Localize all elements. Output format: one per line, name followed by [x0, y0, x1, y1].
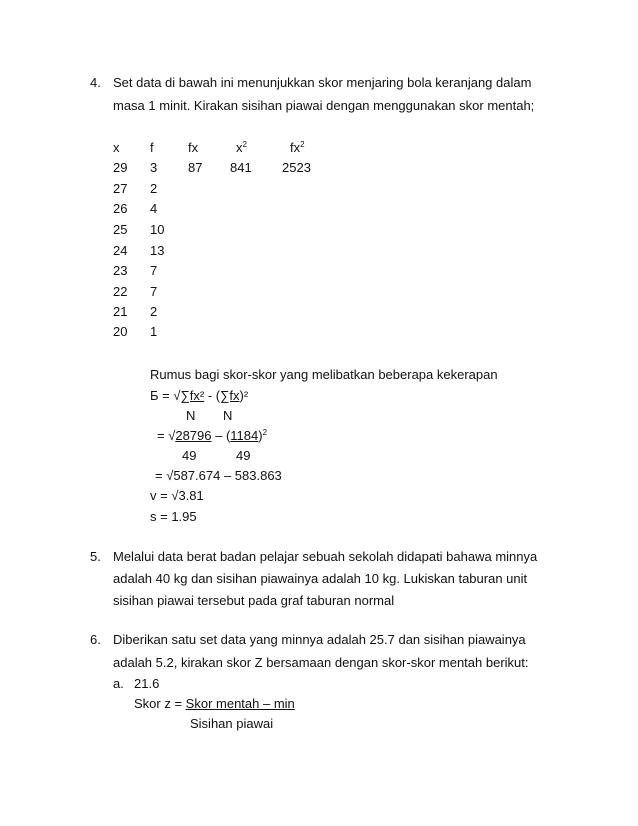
table-row-9-f: 1 [150, 324, 158, 339]
solution-title: Rumus bagi skor-skor yang melibatkan beberapa kekerapan [150, 367, 498, 382]
q5-text-line2: adalah 40 kg dan sisihan piawainya adalah 10 kg. Lukiskan taburan unit [113, 571, 528, 586]
table-row-2-f: 2 [150, 181, 158, 196]
table-row-9-x: 20 [113, 324, 128, 339]
q5-text-line3: sisihan piawai tersebut pada graf taburan normal [113, 593, 395, 608]
q4-number: 4. [90, 75, 101, 90]
table-row-5-x: 24 [113, 243, 128, 258]
table-header-fx: fx [188, 140, 199, 155]
table-row-8-x: 21 [113, 304, 128, 319]
substitution-denominator-2: 49 [236, 448, 251, 463]
table-row-2-x: 27 [113, 181, 128, 196]
q6-part-a-value: 21.6 [134, 676, 160, 691]
computation-step: = √587.674 – 583.863 [155, 468, 282, 483]
z-score-formula: Skor z = Skor mentah – min [134, 696, 295, 711]
table-header-x-squared: $x^2$ [236, 140, 247, 155]
table-header-fx-squared: $fx^2$ [290, 140, 305, 155]
table-header-x: x [113, 140, 120, 155]
q5-text-line1: Melalui data berat badan pelajar sebuah sekolah didapati bahawa minnya [113, 549, 538, 564]
table-row-7-x: 22 [113, 284, 128, 299]
q4-text-line1: Set data di bawah ini menunjukkan skor menjaring bola keranjang dalam [113, 75, 532, 90]
formula-denominator-1: N [186, 408, 196, 423]
table-row-4-x: 25 [113, 222, 128, 237]
q6-text-line1: Diberikan satu set data yang minnya adalah 25.7 dan sisihan piawainya [113, 632, 526, 647]
table-row-4-f: 10 [150, 222, 165, 237]
substitution-denominator-1: 49 [182, 448, 197, 463]
variance-step: v = √3.81 [150, 488, 204, 503]
q6-number: 6. [90, 632, 101, 647]
table-row-3-f: 4 [150, 201, 158, 216]
table-row-1-x: 29 [113, 160, 128, 175]
q4-text-line2: masa 1 minit. Kirakan sisihan piawai dengan menggunakan skor mentah; [113, 98, 535, 113]
q6-text-line2: adalah 5.2, kirakan skor Z bersamaan dengan skor-skor mentah berikut: [113, 655, 529, 670]
table-header-f: f [150, 140, 154, 155]
table-row-8-f: 2 [150, 304, 158, 319]
table-row-7-f: 7 [150, 284, 158, 299]
table-row-3-x: 26 [113, 201, 128, 216]
formula-denominator-2: N [223, 408, 233, 423]
table-row-1-x2: 841 [230, 160, 252, 175]
std-dev-formula: Б = √∑fx² - (∑fx)² [150, 388, 249, 403]
table-row-6-x: 23 [113, 263, 128, 278]
table-row-1-fx: 87 [188, 160, 203, 175]
q5-number: 5. [90, 549, 101, 564]
table-row-5-f: 13 [150, 243, 165, 258]
table-row-6-f: 7 [150, 263, 158, 278]
std-dev-result: s = 1.95 [150, 509, 197, 524]
z-score-denominator: Sisihan piawai [190, 716, 274, 731]
substitution-step: = $√28796 - (1184)^2$ [157, 428, 268, 443]
table-row-1-f: 3 [150, 160, 158, 175]
table-row-1-fx2: 2523 [282, 160, 311, 175]
q6-part-a-label: a. [113, 676, 124, 691]
